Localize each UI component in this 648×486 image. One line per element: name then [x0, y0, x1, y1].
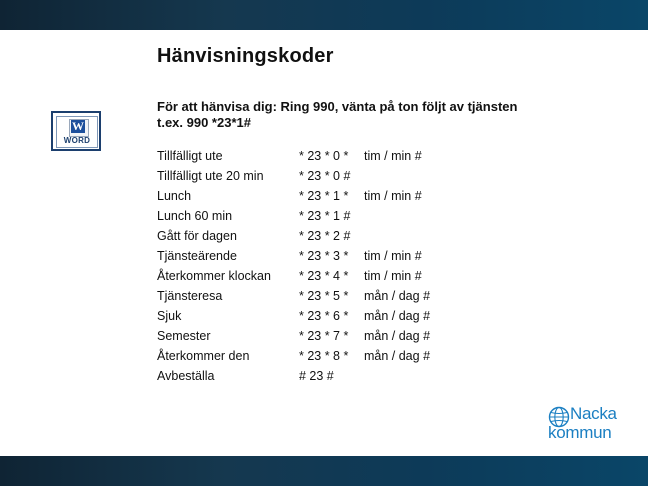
code-value: * 23 * 3 *: [299, 249, 349, 263]
logo-line-1: Nacka: [570, 404, 617, 423]
code-row: [157, 226, 577, 246]
word-document-icon[interactable]: [51, 111, 101, 151]
code-value: * 23 * 0 #: [299, 169, 351, 183]
code-row: [157, 186, 577, 206]
code-value: * 23 * 8 *: [299, 349, 349, 363]
code-unit: mån / dag #: [364, 349, 431, 363]
code-row: [157, 366, 577, 386]
code-list: [157, 146, 577, 386]
code-label: Återkommer klockan: [157, 269, 271, 283]
nacka-kommun-logo: [548, 404, 632, 446]
code-value: * 23 * 2 #: [299, 229, 351, 243]
code-label: Tillfälligt ute 20 min: [157, 169, 264, 183]
code-unit: tim / min #: [364, 189, 422, 203]
code-value: * 23 * 5 *: [299, 289, 349, 303]
code-row: [157, 306, 577, 326]
word-icon-frame: [56, 116, 98, 148]
page-title: Hänvisningskoder: [157, 45, 334, 67]
code-value: * 23 * 6 *: [299, 309, 349, 323]
code-row: [157, 206, 577, 226]
code-value: * 23 * 7 *: [299, 329, 349, 343]
code-value: * 23 * 1 *: [299, 189, 349, 203]
code-row: [157, 246, 577, 266]
code-value: * 23 * 0 *: [299, 149, 349, 163]
word-badge: W: [72, 119, 84, 133]
code-row: [157, 266, 577, 286]
code-row: [157, 326, 577, 346]
top-band: [0, 0, 648, 30]
code-value: * 23 * 1 #: [299, 209, 351, 223]
code-value: * 23 * 4 *: [299, 269, 349, 283]
code-label: Tillfälligt ute: [157, 149, 223, 163]
intro-text: [157, 99, 577, 131]
code-label: Avbeställa: [157, 369, 215, 383]
code-row: [157, 166, 577, 186]
code-unit: tim / min #: [364, 249, 422, 263]
code-value: # 23 #: [299, 369, 334, 383]
code-label: Semester: [157, 329, 211, 343]
code-label: Tjänsteresa: [157, 289, 223, 303]
code-label: Gått för dagen: [157, 229, 237, 243]
intro-line-1: För att hänvisa dig: Ring 990, vänta på ton följt av tjänsten: [157, 99, 518, 114]
logo-line-2: kommun: [548, 423, 612, 442]
bottom-band: [0, 456, 648, 486]
code-unit: mån / dag #: [364, 289, 431, 303]
code-label: Lunch: [157, 189, 192, 203]
code-unit: tim / min #: [364, 149, 422, 163]
intro-example: t.ex. 990 *23*1#: [157, 115, 251, 130]
code-row: [157, 346, 577, 366]
intro-line-2: [157, 115, 577, 131]
code-unit: mån / dag #: [364, 309, 431, 323]
code-unit: tim / min #: [364, 269, 422, 283]
code-row: [157, 146, 577, 166]
code-label: Återkommer den: [157, 349, 250, 363]
code-unit: mån / dag #: [364, 329, 431, 343]
word-label: WORD: [63, 136, 91, 145]
code-label: Sjuk: [157, 309, 182, 323]
code-row: [157, 286, 577, 306]
code-label: Tjänsteärende: [157, 249, 237, 263]
code-label: Lunch 60 min: [157, 209, 233, 223]
